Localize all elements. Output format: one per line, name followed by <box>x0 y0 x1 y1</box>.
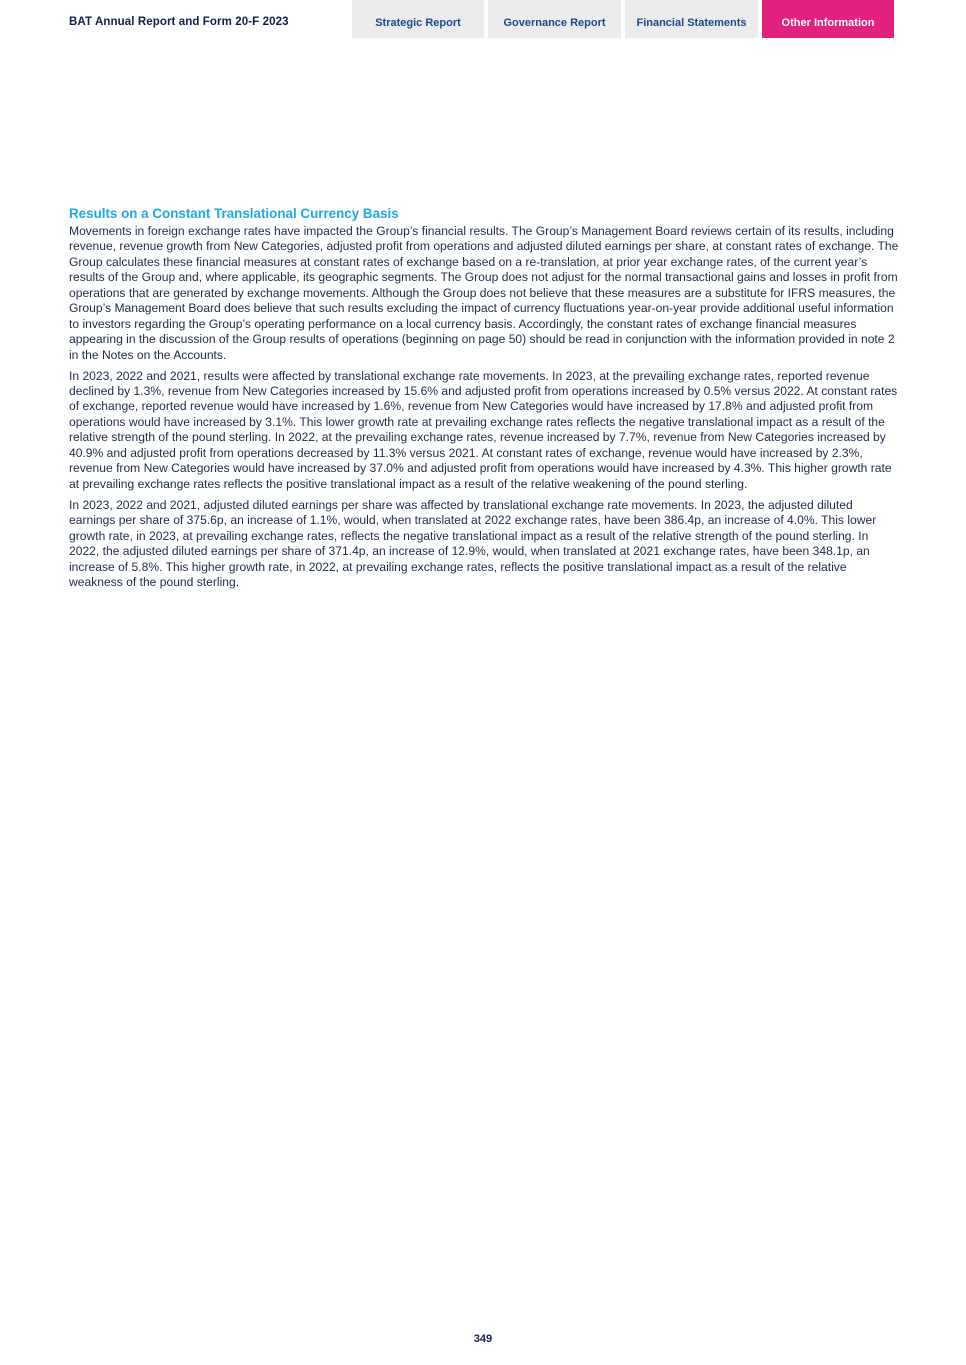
paragraph-results: In 2023, 2022 and 2021, results were affected by translational exchange rate movements. In 2023, at the prevailing exchange rates, reported revenue declined by 1.3%, revenue from New Categories increased by 15.6% and adjusted profit from operations increased by 0.5% versus 2022. At constant rates of exchange, reported revenue would have increased by 1.6%, revenue from New Categories would have increased by 17.8% and adjusted profit from operations would have increased by 3.1%. This lower growth rate at prevailing exchange rates reflects the negative translational impact as a result of the relative strength of the pound sterling. In 2022, at the prevailing exchange rates, revenue increased by 7.7%, revenue from New Categories increased by 40.9% and adjusted profit from operations decreased by 11.3% versus 2021. At constant rates of exchange, revenue would have increased by 2.3%, revenue from New Categories would have increased by 37.0% and adjusted profit from operations would have increased by 4.3%. This higher growth rate at prevailing exchange rates reflects the positive translational impact as a result of the relative weakening of the pound sterling. <box>69 368 898 491</box>
tab-strategic-report[interactable]: Strategic Report <box>352 0 484 38</box>
section-nav <box>352 0 894 38</box>
paragraph-eps: In 2023, 2022 and 2021, adjusted diluted earnings per share was affected by translational exchange rate movements. In 2023, the adjusted diluted earnings per share of 375.6p, an increase of 1.1%, would, when translated at 2022 exchange rates, have been 386.4p, an increase of 4.0%. This lower growth rate, in 2023, at prevailing exchange rates, reflects the negative translational impact as a result of the relative strength of the pound sterling. In 2022, the adjusted diluted earnings per share of 371.4p, an increase of 12.9%, would, when translated at 2021 exchange rates, have been 348.1p, an increase of 5.8%. This higher growth rate, in 2022, at prevailing exchange rates, reflects the positive translational impact as a result of the relative weakness of the pound sterling. <box>69 497 877 589</box>
tab-other-information[interactable]: Other Information <box>762 0 894 38</box>
section-heading: Results on a Constant Translational Currency Basis <box>69 206 399 221</box>
main-content <box>69 205 901 596</box>
page-number: 349 <box>473 1333 493 1345</box>
tab-governance-report[interactable]: Governance Report <box>488 0 621 38</box>
report-title: BAT Annual Report and Form 20-F 2023 <box>69 16 289 28</box>
paragraph-overview: Movements in foreign exchange rates have impacted the Group’s financial results. The Group’s Management Board reviews certain of its results, including revenue, revenue growth from New Categories, adjusted profit from operations and adjusted diluted earnings per share, at constant rates of exchange. The Group calculates these financial measures at constant rates of exchange based on a re-translation, at prior year exchange rates, of the current year’s results of the Group and, where applicable, its geographic segments. The Group does not adjust for the normal transactional gains and losses in profit from operations that are generated by exchange movements. Although the Group does not believe that these measures are a substitute for IFRS measures, the Group’s Management Board does believe that such results excluding the impact of currency fluctuations year-on-year provide additional useful information to investors regarding the Group’s operating performance on a local currency basis. Accordingly, the constant rates of exchange financial measures appearing in the discussion of the Group results of operations (beginning on page 50) should be read in conjunction with the information provided in note 2 in the Notes on the Accounts. <box>69 224 899 362</box>
tab-financial-statements[interactable]: Financial Statements <box>625 0 758 38</box>
